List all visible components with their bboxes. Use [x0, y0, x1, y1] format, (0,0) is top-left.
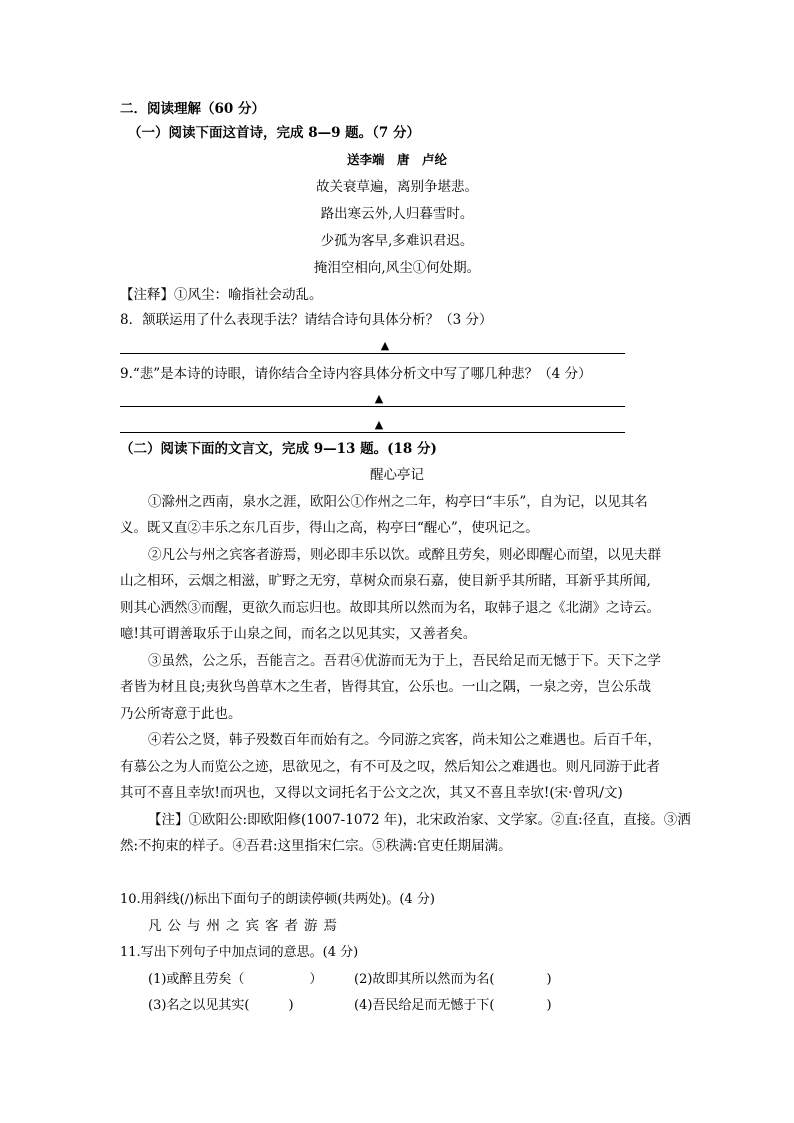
essay-title: 醒心亭记 — [370, 467, 424, 483]
essay-line: 则其心洒然③而醒，更欲久而忘归也。故即其所以然而为名，取韩子退之《北湖》之诗云。 — [120, 600, 660, 616]
poem-line: 路出寒云外,人归暮雪时。 — [320, 206, 474, 222]
poem-line: 故关衰草遍，离别争堪悲。 — [316, 179, 478, 195]
essay-line: 者皆为材且良;夷狄鸟兽草木之生者，皆得其宜，公乐也。一山之隅，一泉之旁，岂公乐哉 — [120, 679, 652, 695]
question-11-item-3[interactable]: (3)名之以见其实( ) — [148, 998, 294, 1013]
question-9: 9.“悲”是本诗的诗眼，请你结合全诗内容具体分析文中写了哪几种悲？（4 分） — [120, 366, 592, 382]
poem-line: 掩泪空相向,风尘①何处期。 — [313, 260, 481, 276]
question-11-item-4[interactable]: (4)吾民给足而无憾于下( ) — [354, 998, 552, 1013]
essay-line: 其可不喜且幸欤!而巩也，又得以文词托名于公文之次，其又不喜且幸欤!(宋·曾巩/文) — [120, 785, 623, 801]
question-10-sentence[interactable]: 凡公与州之宾客者游焉 — [148, 918, 343, 934]
question-10: 10.用斜线(/)标出下面句子的朗读停顿(共两处)。(4 分) — [120, 892, 435, 907]
essay-line: 噫!其可谓善取乐于山泉之间，而名之以见其实，又善者矣。 — [120, 626, 477, 642]
essay-line: 有慕公之为人而览公之迹，思欲见之，有不可及之叹，然后知公之难遇也。则凡同游于此者 — [120, 759, 660, 775]
essay-line: 山之相环，云烟之相滋，旷野之无穷，草树众而泉石嘉，使目新乎其所睹，耳新乎其所闻, — [120, 573, 651, 589]
question-8: 8．颔联运用了什么表现手法？请结合诗句具体分析？（3 分） — [120, 312, 493, 328]
essay-note: 【注】①欧阳公:即欧阳修(1007-1072 年)，北宋政治家、文学家。②直:径直，直接。③洒 — [148, 812, 691, 828]
question-11: 11.写出下列句子中加点词的意思。(4 分) — [120, 945, 359, 960]
question-11-item-1[interactable]: (1)或醉且劳矣（ ） — [148, 972, 323, 987]
poem-title: 送李端 唐 卢纶 — [346, 152, 447, 167]
section-title: 二．阅读理解（60 分） — [120, 101, 265, 117]
answer-marker-icon: ▲ — [380, 339, 390, 352]
part1-heading: （一）阅读下面这首诗，完成 8—9 题。（7 分） — [128, 125, 421, 141]
answer-line[interactable] — [120, 406, 625, 407]
answer-line[interactable] — [120, 432, 625, 433]
answer-line[interactable] — [120, 353, 625, 354]
essay-line: 义。既又直②丰乐之东几百步，得山之高，构亭曰“醒心”，使巩记之。 — [120, 520, 539, 536]
part2-heading: （二）阅读下面的文言文，完成 9—13 题。(18 分) — [120, 441, 437, 457]
essay-line: ④若公之贤，韩子殁数百年而始有之。今同游之宾客，尚未知公之难遇也。后百千年， — [148, 732, 661, 748]
answer-marker-icon: ▲ — [374, 418, 384, 431]
poem-line: 少孤为客早,多难识君迟。 — [320, 233, 474, 249]
essay-line: ①滁州之西南，泉水之涯，欧阳公①作州之二年，构亭曰“丰乐”，自为记，以见其名 — [148, 494, 648, 510]
essay-line: 乃公所寄意于此也。 — [120, 706, 242, 722]
essay-line: ③虽然，公之乐，吾能言之。吾君④优游而无为于上，吾民给足而无憾于下。天下之学 — [148, 653, 661, 669]
essay-line: ②凡公与州之宾客者游焉，则必即丰乐以饮。或醉且劳矣，则必即醒心而望，以见夫群 — [148, 547, 661, 563]
question-11-item-2[interactable]: (2)故即其所以然而为名( ) — [354, 972, 552, 987]
essay-note: 然:不拘束的样子。④吾君:这里指宋仁宗。⑤秩满:官吏任期届满。 — [120, 838, 512, 854]
poem-note: 【注释】①风尘：喻指社会动乱。 — [120, 287, 323, 303]
answer-marker-icon: ▲ — [374, 392, 384, 405]
